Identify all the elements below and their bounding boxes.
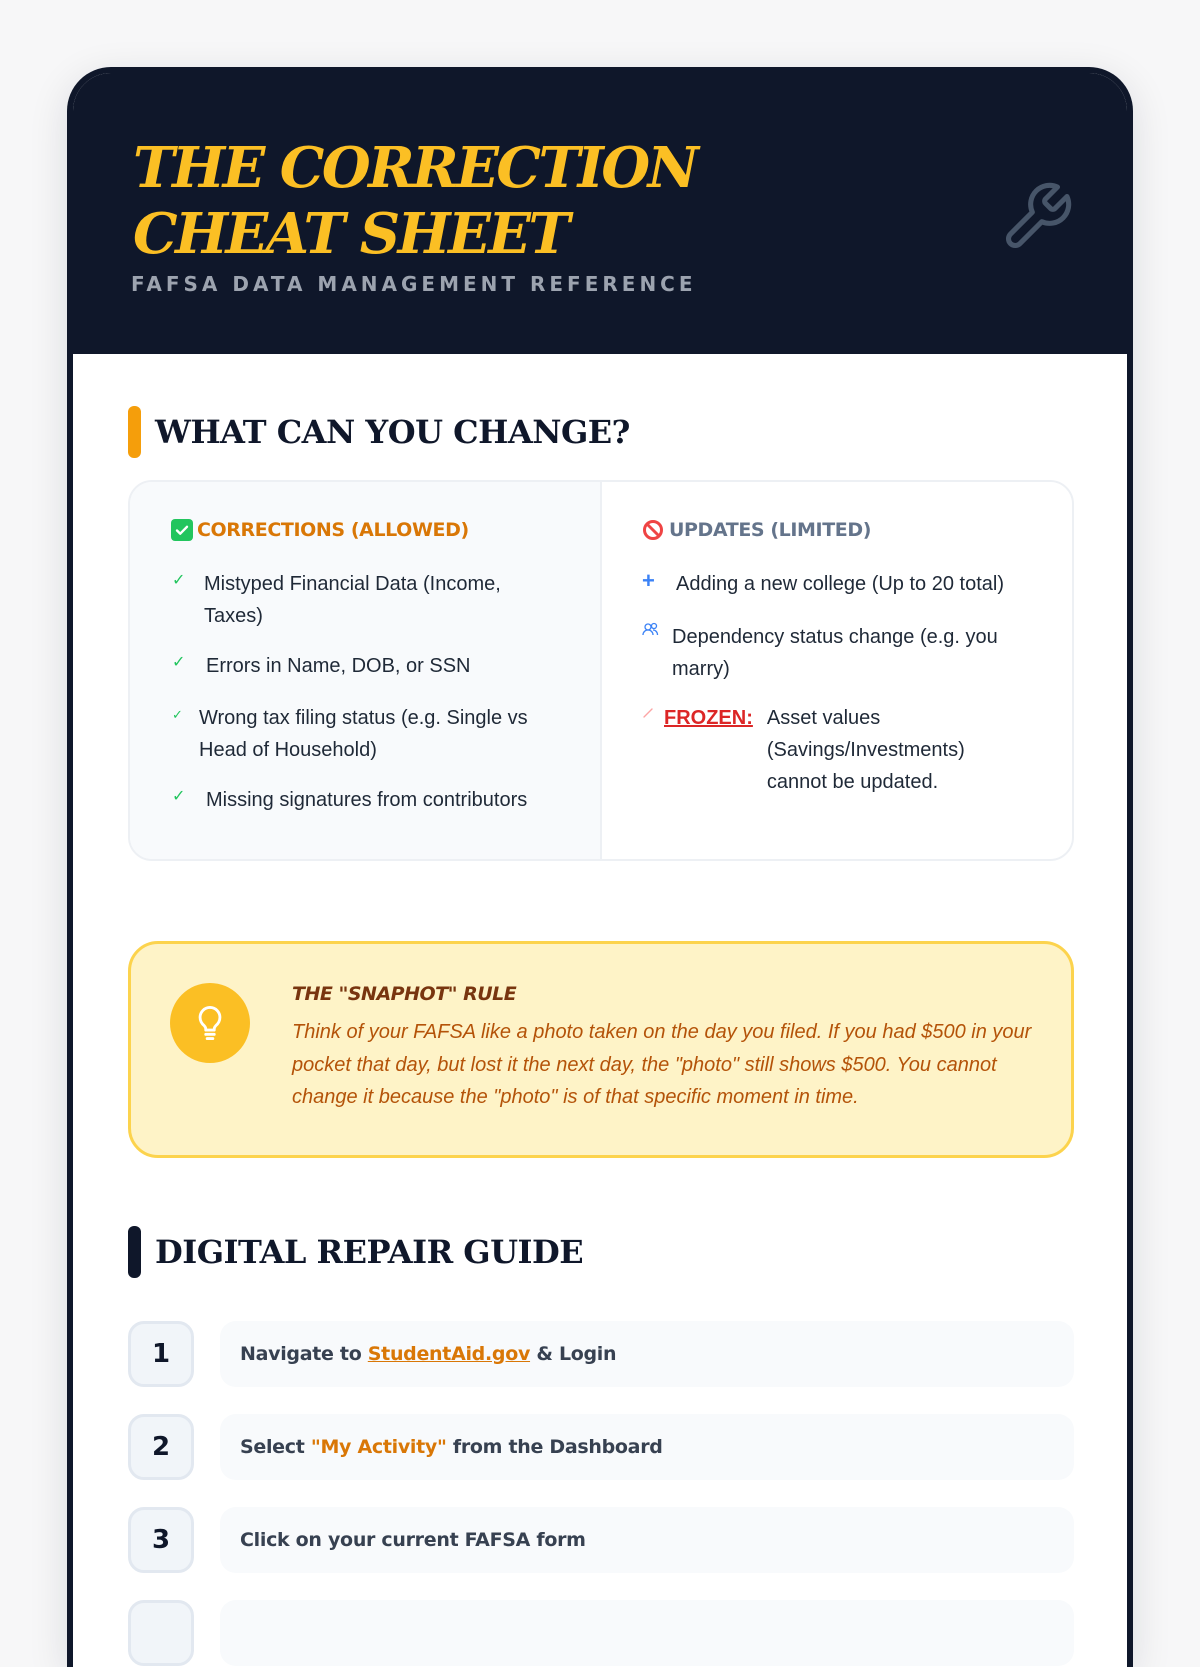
step-3: Click on your current FAFSA form — [220, 1507, 1074, 1573]
list-item: ✓ Missing signatures from contributors — [172, 784, 572, 816]
page-title: THE CORRECTION CHEAT SHEET — [133, 135, 697, 267]
cheat-sheet-card — [67, 67, 1133, 1667]
step-row-partial — [220, 1600, 1074, 1666]
check-box-icon — [171, 519, 193, 541]
list-item: ✓ Mistyped Financial Data (Income, Taxes) — [172, 568, 542, 632]
step-number: 3 — [128, 1507, 194, 1573]
list-item: ✓ Wrong tax filing status (e.g. Single vs Head of Household) — [172, 702, 557, 766]
corrections-title: CORRECTIONS (ALLOWED) — [171, 519, 469, 541]
studentaid-link[interactable]: StudentAid.gov — [367, 1343, 531, 1365]
section-heading-repair — [128, 1226, 583, 1278]
frozen-text: Asset values (Savings/Investments) cannot be updated. — [766, 707, 965, 793]
lightbulb-icon — [170, 983, 250, 1063]
step-1: Navigate to StudentAid.gov & Login — [220, 1321, 1074, 1387]
page-subtitle: FAFSA DATA MANAGEMENT REFERENCE — [131, 272, 697, 296]
frozen-label: FROZEN: — [664, 707, 753, 729]
step-2: Select "My Activity" from the Dashboard — [220, 1414, 1074, 1480]
header — [73, 73, 1127, 354]
accent-bar — [128, 1226, 141, 1278]
section-title: WHAT CAN YOU CHANGE? — [155, 413, 630, 451]
accent-bar — [128, 406, 141, 458]
check-icon: ✓ — [172, 788, 186, 805]
no-entry-icon — [642, 519, 664, 541]
section-heading-change — [128, 406, 630, 458]
frozen-item — [642, 702, 1042, 798]
updates-title: UPDATES (LIMITED) — [642, 519, 871, 541]
list-item: ✓ Errors in Name, DOB, or SSN — [172, 650, 562, 682]
section-title: DIGITAL REPAIR GUIDE — [155, 1233, 584, 1271]
step-number: 1 — [128, 1321, 194, 1387]
corrections-column — [130, 482, 602, 859]
callout-body: Think of your FAFSA like a photo taken on the day you filed. If you had $500 in your pocket that day, but lost it the next day, the "photo" still shows $500. You cannot change it because the "photo" is of that specific moment in time. — [292, 1021, 1032, 1108]
change-comparison-panel — [128, 480, 1074, 861]
list-item: Dependency status change (e.g. you marry) — [642, 621, 1042, 685]
check-icon: ✓ — [172, 572, 186, 589]
people-icon — [642, 621, 672, 645]
slash-icon — [642, 702, 664, 726]
wrench-icon — [999, 179, 1075, 255]
plus-icon: + — [642, 568, 655, 593]
check-icon: ✓ — [172, 654, 186, 671]
step-number-partial — [128, 1600, 194, 1666]
my-activity-highlight: "My Activity" — [310, 1436, 447, 1458]
updates-column — [602, 482, 1072, 859]
step-number: 2 — [128, 1414, 194, 1480]
list-item: + Adding a new college (Up to 20 total) — [642, 568, 1052, 600]
snapshot-rule-callout — [128, 941, 1074, 1158]
callout-title: THE "SNAPHOT" RULE — [292, 983, 517, 1005]
check-icon: ✓ — [172, 707, 183, 722]
